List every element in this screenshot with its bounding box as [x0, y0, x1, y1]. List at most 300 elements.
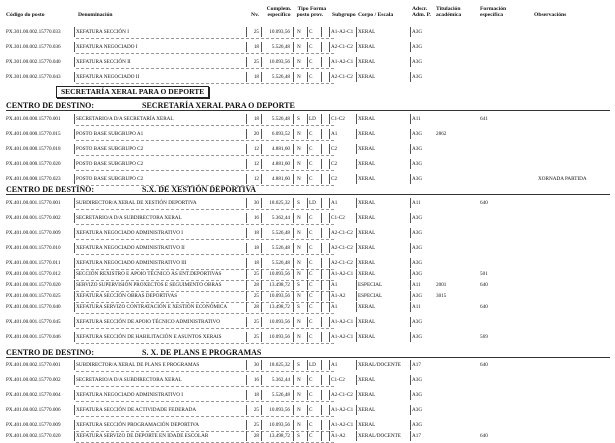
column-divider [293, 144, 294, 154]
position-type: N [297, 215, 301, 221]
column-divider [74, 317, 75, 327]
position-titulation: 2001 [436, 282, 447, 288]
position-adscription: A3G [412, 161, 423, 167]
position-training: 569 [480, 334, 488, 340]
position-subgroup: A2-C1-C2 [331, 44, 353, 50]
column-divider [356, 174, 357, 184]
column-divider [356, 258, 357, 268]
row-underline [76, 38, 334, 39]
column-divider [246, 114, 247, 124]
position-type: N [297, 59, 301, 65]
position-adscription: A3G [412, 334, 423, 340]
column-divider [307, 198, 308, 208]
column-divider [74, 27, 75, 37]
row-underline [76, 386, 334, 387]
column-divider [329, 72, 330, 82]
destination-center-heading [6, 348, 606, 358]
column-divider [356, 129, 357, 139]
column-divider [410, 72, 411, 82]
column-divider [356, 228, 357, 238]
position-code: PX.401.00.002.15770.020 [6, 433, 61, 439]
position-name: XEFATURA SECCIÓN PROGRAMACIÓN DEPORTIVA [76, 422, 199, 428]
table-row [0, 430, 615, 442]
table-row [0, 143, 615, 155]
position-body: XERAL [358, 230, 376, 236]
position-training: 640 [480, 433, 488, 439]
destination-label: CENTRO DE DESTINO: [6, 185, 95, 194]
column-divider [356, 213, 357, 223]
position-level: 25 [253, 334, 259, 340]
column-divider [246, 302, 247, 312]
column-divider [410, 114, 411, 124]
column-divider [246, 332, 247, 342]
column-divider [356, 405, 357, 415]
header-subgroup: Subgrupo [332, 12, 356, 18]
position-name: XEFATURA SECCIÓN DE APOIO TÉCNICO ADMINISTRATIVO [76, 319, 221, 325]
column-divider [293, 243, 294, 253]
column-divider [329, 360, 330, 370]
position-body: XERAL [358, 29, 376, 35]
column-divider [246, 258, 247, 268]
position-body: XERAL [358, 392, 376, 398]
column-divider [293, 332, 294, 342]
position-name: XEFATURA NEGOCIADO ADMINISTRATIVO II [76, 245, 185, 251]
column-divider [307, 405, 308, 415]
position-subgroup: C1-C2 [331, 215, 345, 221]
position-type: N [297, 131, 301, 137]
position-form: C [309, 161, 313, 167]
position-level: 25 [253, 407, 259, 413]
column-divider [293, 420, 294, 430]
position-subgroup: A1-A2 [331, 293, 346, 299]
position-form: C [309, 271, 313, 277]
column-divider [293, 375, 294, 385]
column-divider [356, 360, 357, 370]
column-divider [307, 57, 308, 67]
column-divider [329, 27, 330, 37]
column-divider [321, 269, 322, 279]
column-divider [321, 317, 322, 327]
column-divider [356, 57, 357, 67]
position-training: 640 [480, 362, 488, 368]
position-code: PX.401.00.001.15770.040 [6, 304, 61, 310]
position-form: LD [309, 200, 316, 206]
row-underline [76, 401, 334, 402]
column-divider [321, 280, 322, 290]
column-divider [246, 280, 247, 290]
column-divider [74, 228, 75, 238]
table-row [0, 197, 615, 209]
position-subgroup: A2-C1-C2 [331, 245, 353, 251]
column-divider [356, 114, 357, 124]
position-name: XEFATURA SECCIÓN OBRAS DEPORTIVAS [76, 293, 178, 299]
position-code: PX.401.00.001.15770.045 [6, 319, 61, 325]
position-name: POSTO BASE SUBGRUPO A1 [76, 131, 144, 137]
position-complement: 5.362,44 [271, 377, 290, 383]
position-type: S [297, 116, 300, 122]
position-body: XERAL [358, 407, 376, 413]
position-name: XEFATURA SERVIZO DE DEPORTE EN IDADE ESCOLAR [76, 433, 209, 439]
column-divider [321, 174, 322, 184]
table-row [0, 113, 615, 125]
position-body: XERAL [358, 271, 376, 277]
column-divider [307, 114, 308, 124]
position-name: XEFATURA NEGOCIADO ADMINISTRATIVO III [76, 260, 187, 266]
column-divider [293, 213, 294, 223]
column-divider [321, 159, 322, 169]
position-body: XERAL [358, 334, 376, 340]
column-divider [329, 317, 330, 327]
table-row [0, 374, 615, 386]
position-form: C [309, 392, 313, 398]
position-subgroup: A2-C1-C2 [331, 74, 353, 80]
column-divider [74, 144, 75, 154]
column-divider [74, 258, 75, 268]
column-divider [410, 57, 411, 67]
column-divider [410, 42, 411, 52]
position-adscription: A3G [412, 319, 423, 325]
destination-label: CENTRO DE DESTINO: [6, 101, 95, 110]
position-name: POSTO BASE SUBGRUPO C2 [76, 161, 144, 167]
column-divider [307, 280, 308, 290]
position-level: 25 [253, 422, 259, 428]
column-divider [293, 174, 294, 184]
column-divider [329, 375, 330, 385]
column-divider [74, 174, 75, 184]
column-divider [293, 27, 294, 37]
position-training: 641 [480, 116, 488, 122]
position-level: 25 [253, 271, 259, 277]
position-body: XERAL [358, 377, 376, 383]
column-divider [307, 228, 308, 238]
column-divider [293, 228, 294, 238]
position-complement: 10.093,56 [269, 422, 290, 428]
header-type: Tipo posto [296, 6, 310, 18]
position-name: SERVIZO SUPERVISIÓN PROXECTOS E SEGUIMENTO OBRAS [76, 282, 222, 288]
destination-center-heading [6, 101, 606, 111]
column-divider [74, 269, 75, 279]
position-adscription: A11 [412, 200, 421, 206]
destination-name: S.X. DE XESTIÓN DEPORTIVA [142, 185, 257, 194]
position-type: N [297, 260, 301, 266]
row-underline [76, 254, 334, 255]
column-divider [329, 174, 330, 184]
column-divider [246, 360, 247, 370]
column-divider [307, 213, 308, 223]
table-row [0, 242, 615, 254]
position-subgroup: A1-A2-C1 [331, 422, 354, 428]
column-divider [293, 129, 294, 139]
position-level: 18 [253, 116, 259, 122]
column-divider [321, 360, 322, 370]
column-divider [410, 228, 411, 238]
table-row [0, 389, 615, 401]
column-divider [356, 375, 357, 385]
column-divider [329, 431, 330, 441]
position-body: XERAL [358, 161, 376, 167]
column-divider [74, 390, 75, 400]
row-underline [76, 170, 334, 171]
position-complement: 4.881,60 [271, 176, 290, 182]
position-code: PX.401.00.002.15770.006 [6, 407, 61, 413]
position-type: N [297, 319, 301, 325]
position-code: PX.401.00.002.15770.004 [6, 392, 61, 398]
column-divider [293, 280, 294, 290]
position-adscription: A3G [412, 230, 423, 236]
position-form: LD [309, 116, 316, 122]
column-divider [356, 420, 357, 430]
position-name: XEFATURA SECCIÓN II [76, 59, 131, 65]
position-code: PX.401.00.000.15770.020 [6, 161, 61, 167]
table-row [0, 128, 615, 140]
position-adscription: A3G [412, 293, 423, 299]
position-subgroup: A1-A2-C1 [331, 334, 354, 340]
position-titulation: 2862 [436, 131, 447, 137]
position-name: XEFATURA SECCIÓN I [76, 29, 129, 35]
column-divider [410, 332, 411, 342]
position-subgroup: A1 [331, 282, 338, 288]
position-body: XERAL [358, 131, 376, 137]
position-adscription: A3G [412, 59, 423, 65]
column-divider [321, 198, 322, 208]
position-subgroup: C2 [331, 161, 338, 167]
column-divider [410, 213, 411, 223]
position-form: C [309, 433, 313, 439]
column-divider [329, 144, 330, 154]
position-body: XERAL [358, 116, 376, 122]
position-name: XEFATURA SERVIZO CONTRATACIÓN E XESTIÓN ECONÓMICA [76, 304, 228, 310]
position-code: PX.401.00.001.15770.012 [6, 271, 61, 277]
column-divider [321, 243, 322, 253]
column-divider [356, 27, 357, 37]
column-divider [307, 375, 308, 385]
position-form: C [309, 146, 313, 152]
position-level: 18 [253, 230, 259, 236]
destination-name: S. X. DE PLANS E PROGRAMAS [142, 348, 262, 357]
position-type: S [297, 362, 300, 368]
column-divider [246, 375, 247, 385]
column-divider [246, 291, 247, 301]
column-divider [74, 129, 75, 139]
position-complement: 13.498,72 [269, 304, 290, 310]
column-divider [293, 291, 294, 301]
row-underline [76, 343, 334, 344]
position-type: N [297, 392, 301, 398]
column-divider [307, 360, 308, 370]
position-adscription: A3G [412, 215, 423, 221]
column-divider [246, 159, 247, 169]
column-divider [356, 243, 357, 253]
column-divider [410, 317, 411, 327]
column-divider [321, 228, 322, 238]
position-code: PX.401.00.001.15770.009 [6, 230, 61, 236]
position-form: C [309, 422, 313, 428]
column-divider [410, 243, 411, 253]
position-code: PX.401.00.000.15770.001 [6, 116, 61, 122]
position-code: PX.401.00.001.15770.025 [6, 293, 61, 299]
position-type: S [297, 304, 300, 310]
position-subgroup: A1-A2 [331, 433, 346, 439]
position-type: N [297, 422, 301, 428]
column-divider [410, 390, 411, 400]
position-level: 12 [253, 146, 259, 152]
position-form: C [309, 215, 313, 221]
column-divider [293, 258, 294, 268]
table-row [0, 301, 615, 313]
column-divider [246, 72, 247, 82]
position-complement: 5.526,48 [271, 392, 290, 398]
column-divider [321, 144, 322, 154]
position-type: N [297, 161, 301, 167]
column-divider [307, 129, 308, 139]
position-adscription: A3G [412, 44, 423, 50]
column-divider [307, 420, 308, 430]
position-code: PX.401.00.002.15770.001 [6, 362, 61, 368]
position-level: 18 [253, 260, 259, 266]
position-code: PX.301.00.002.15770.036 [6, 44, 61, 50]
column-divider [307, 302, 308, 312]
column-divider [293, 405, 294, 415]
position-name: XEFATURA SECCIÓN DE HABILITACIÓN E ASUNTOS XERAIS [76, 334, 222, 340]
column-divider [356, 317, 357, 327]
position-code: PX.301.00.002.15770.043 [6, 74, 61, 80]
position-observation: XORNADA PARTIDA [538, 176, 587, 182]
column-divider [293, 159, 294, 169]
row-underline [76, 224, 334, 225]
column-divider [329, 280, 330, 290]
column-divider [74, 198, 75, 208]
row-underline [76, 328, 334, 329]
position-training: 640 [480, 304, 488, 310]
position-name: XEFATURA SECCIÓN DE ACTIVIDADE FEDERADA [76, 407, 197, 413]
position-body: XERAL [358, 176, 376, 182]
position-complement: 5.526,48 [271, 260, 290, 266]
column-divider [356, 159, 357, 169]
column-divider [74, 420, 75, 430]
column-divider [246, 269, 247, 279]
table-row [0, 158, 615, 170]
column-divider [74, 360, 75, 370]
row-underline [76, 239, 334, 240]
column-divider [293, 72, 294, 82]
column-divider [410, 174, 411, 184]
column-divider [356, 42, 357, 52]
column-divider [307, 431, 308, 441]
position-adscription: A11 [412, 304, 421, 310]
position-type: N [297, 176, 301, 182]
column-divider [74, 302, 75, 312]
column-divider [329, 420, 330, 430]
position-body: XERAL [358, 59, 376, 65]
table-row [0, 227, 615, 239]
column-divider [321, 390, 322, 400]
header-body: Corpo / Escala [358, 12, 394, 18]
destination-rule [6, 110, 610, 111]
position-form: C [309, 29, 313, 35]
column-divider [246, 198, 247, 208]
position-body: XERAL [358, 260, 376, 266]
position-code: PX.301.00.002.15770.040 [6, 59, 61, 65]
column-divider [329, 302, 330, 312]
column-divider [307, 317, 308, 327]
position-adscription: A3G [412, 407, 423, 413]
position-complement: 10.093,56 [269, 271, 290, 277]
column-divider [307, 243, 308, 253]
position-subgroup: A1-A2-C1 [331, 59, 354, 65]
position-level: 25 [253, 29, 259, 35]
position-titulation: 3015 [436, 293, 447, 299]
column-divider [410, 360, 411, 370]
position-subgroup: C1-C2 [331, 377, 345, 383]
position-adscription: A3G [412, 146, 423, 152]
column-divider [246, 228, 247, 238]
column-divider [293, 360, 294, 370]
column-divider [356, 291, 357, 301]
position-form: C [309, 293, 313, 299]
position-code: PX.401.00.000.15770.015 [6, 131, 61, 137]
position-form: C [309, 334, 313, 340]
column-divider [246, 42, 247, 52]
row-underline [76, 371, 334, 372]
header-training: Formación específica [480, 6, 507, 18]
position-level: 16 [253, 377, 259, 383]
position-name: XEFATURA NEGOCIADO I [76, 44, 138, 50]
header-form: Forma prov. [310, 6, 327, 18]
header-code: Código do posto [6, 12, 45, 18]
column-divider [74, 431, 75, 441]
column-divider [74, 375, 75, 385]
column-divider [410, 280, 411, 290]
column-divider [246, 420, 247, 430]
header-adscription: Adscr. Adm. P. [412, 6, 431, 18]
column-divider [246, 390, 247, 400]
position-body: ESPECIAL [358, 293, 383, 299]
position-complement: 4.881,60 [271, 161, 290, 167]
position-level: 28 [253, 433, 259, 439]
column-divider [307, 269, 308, 279]
position-level: 16 [253, 215, 259, 221]
position-name: SUBDIRECTOR/A XERAL DE PLANS E PROGRAMAS [76, 362, 200, 368]
column-divider [293, 302, 294, 312]
position-body: XERAL [358, 215, 376, 221]
position-adscription: A11 [412, 116, 421, 122]
position-form: C [309, 230, 313, 236]
position-type: N [297, 230, 301, 236]
header-name: Denominación [78, 12, 113, 18]
column-divider [329, 114, 330, 124]
table-row [0, 41, 615, 53]
column-divider [410, 27, 411, 37]
position-type: S [297, 200, 300, 206]
header-level: Nv. [251, 12, 259, 18]
position-level: 18 [253, 44, 259, 50]
column-divider [307, 291, 308, 301]
column-divider [293, 57, 294, 67]
section-title-box: SECRETARÍA XERAL PARA O DEPORTE [56, 86, 209, 98]
position-adscription: A3G [412, 176, 423, 182]
column-divider [321, 213, 322, 223]
table-row [0, 331, 615, 343]
table-row [0, 212, 615, 224]
position-body: XERAL [358, 422, 376, 428]
position-complement: 5.362,44 [271, 215, 290, 221]
column-divider [293, 431, 294, 441]
column-divider [321, 258, 322, 268]
column-divider [329, 198, 330, 208]
position-form: C [309, 74, 313, 80]
position-form: C [309, 59, 313, 65]
header-complement: Complem. específico [266, 6, 292, 18]
